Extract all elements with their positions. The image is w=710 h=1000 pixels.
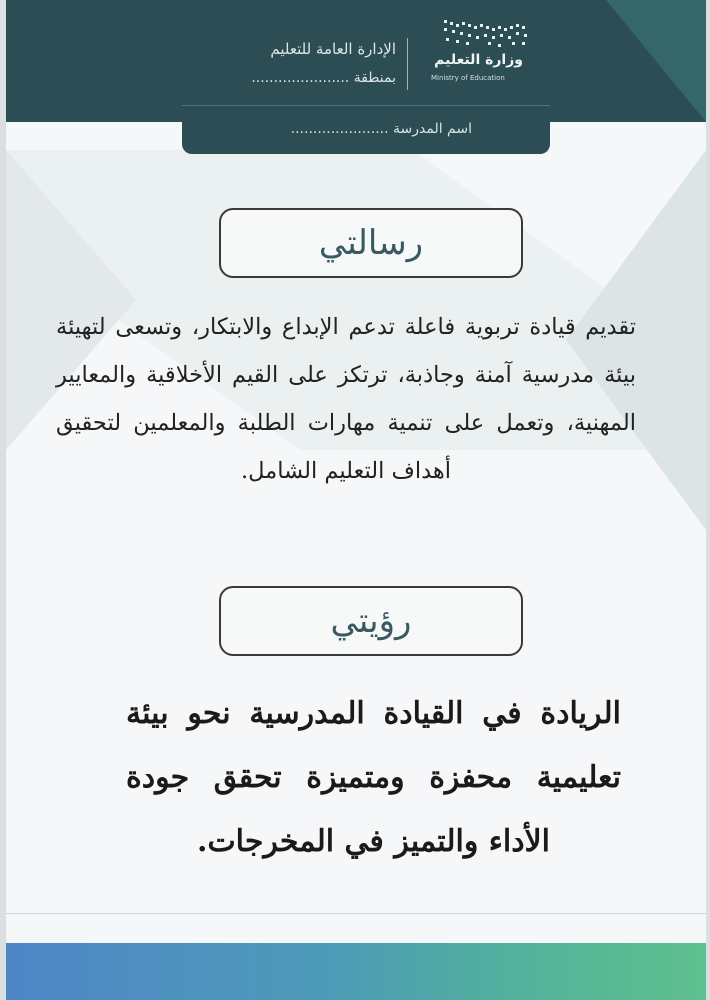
- vision-title-box: [219, 586, 523, 656]
- ministry-name-arabic: وزارة التعليم: [434, 52, 523, 68]
- mission-title-box: [219, 208, 523, 278]
- vision-body: الريادة في القيادة المدرسية نحو بيئة تعليمية محفزة ومتميزة تحقق جودة الأداء والتميز في المخرجات.: [126, 696, 621, 859]
- footer-divider: [6, 913, 706, 914]
- department-name: الإدارة العامة للتعليم: [270, 40, 396, 58]
- document-page: [6, 0, 706, 1000]
- footer-band: [6, 943, 706, 1000]
- vision-title: رؤيتي: [330, 601, 412, 641]
- school-name: اسم المدرسة ......................: [290, 121, 472, 137]
- region-name: بمنطقة ......................: [251, 70, 396, 86]
- ministry-name-english: Ministry of Education: [431, 74, 505, 82]
- mission-title: رسالتي: [318, 223, 424, 263]
- header-divider: [407, 38, 408, 90]
- mission-body: تقديم قيادة تربوية فاعلة تدعم الإبداع والابتكار، وتسعى لتهيئة بيئة مدرسية آمنة وجاذبة، ترتكز على القيم الأخلاقية والمعايير المهنية، وتعمل على تنمية مهارات الطلبة والمعلمين لتحقيق أهداف التعليم الشامل.: [56, 314, 636, 484]
- page-header: [6, 0, 706, 122]
